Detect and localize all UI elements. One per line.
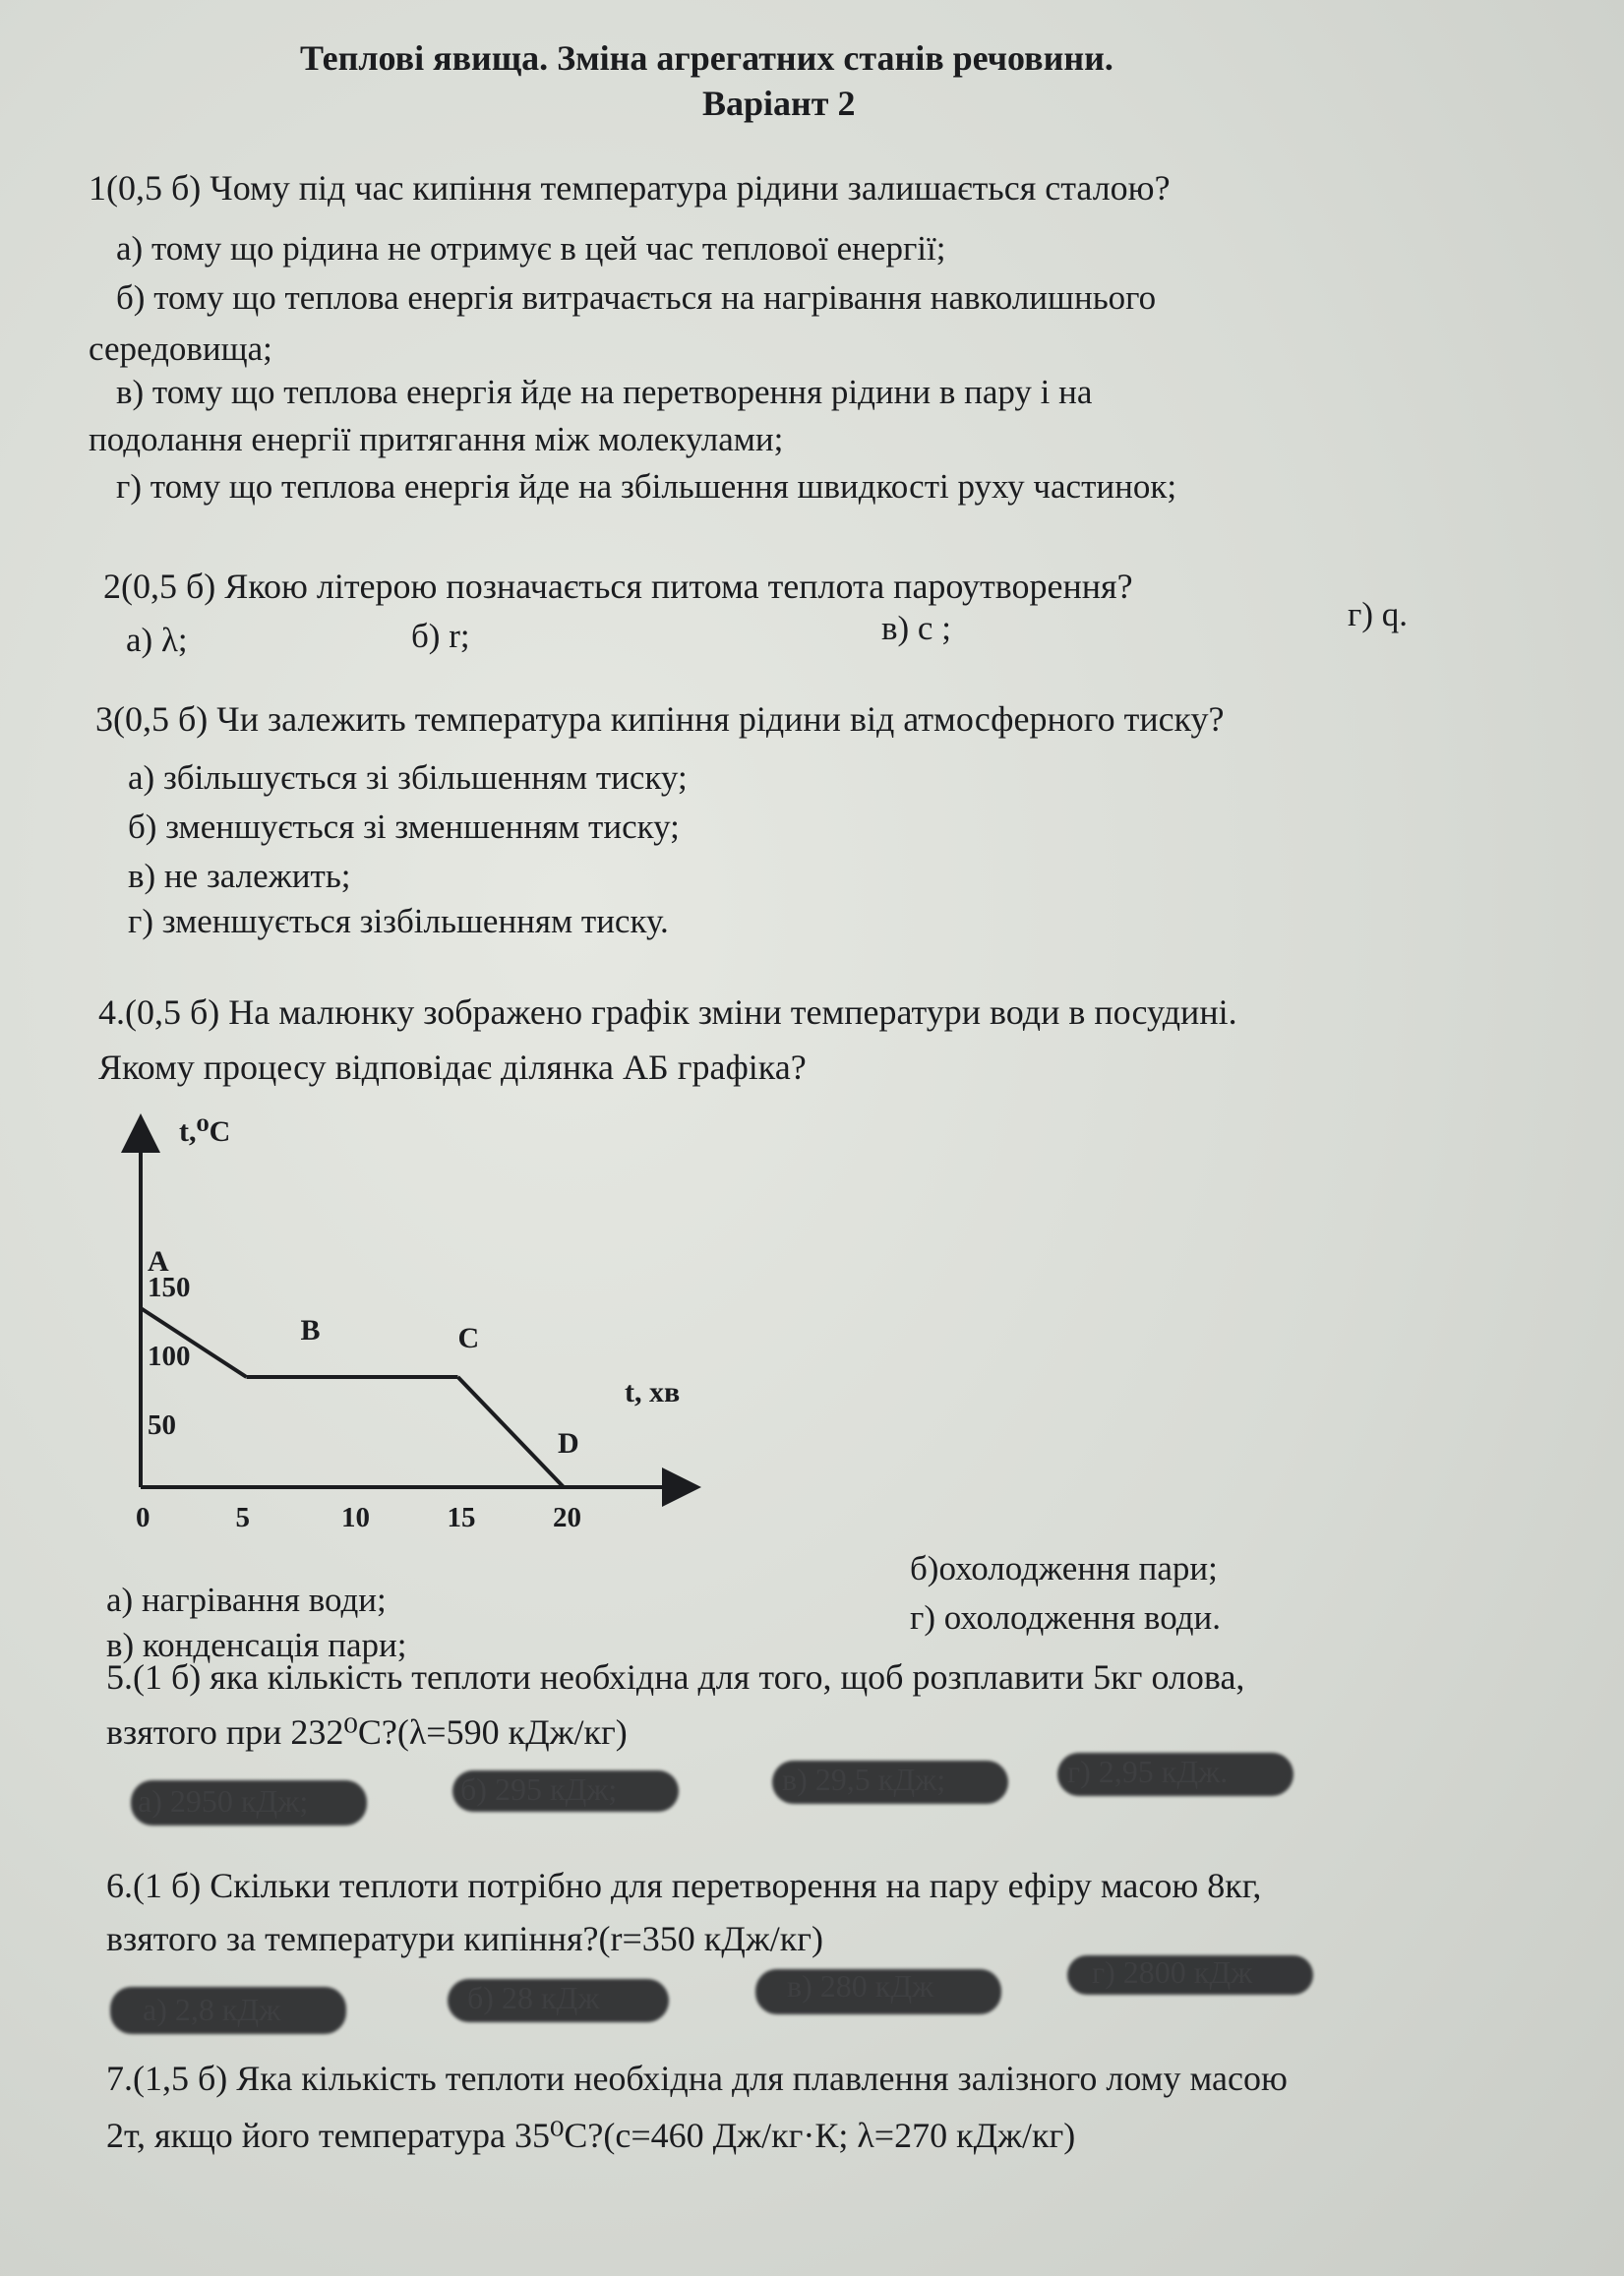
x-tick-label: 10 xyxy=(341,1502,370,1533)
question-6-continued: взятого за температури кипіння?(r=350 кДж/кг) xyxy=(106,1919,823,1958)
q1-option-d: г) тому що теплова енергія йде на збільшення швидкості руху частинок; xyxy=(116,467,1177,506)
q1-option-a: а) тому що рідина не отримує в цей час теплової енергії; xyxy=(116,229,946,268)
q4-option-c: в) конденсація пари; xyxy=(106,1626,407,1664)
q4-option-a: а) нагрівання води; xyxy=(106,1581,387,1619)
q1-option-b-continued: середовища; xyxy=(89,329,272,368)
question-6: 6.(1 б) Скільки теплоти потрібно для перетворення на пару ефіру масою 8кг, xyxy=(106,1866,1262,1905)
worksheet-title: Теплові явища. Зміна агрегатних станів речовини. xyxy=(300,38,1113,78)
x-tick-label: 0 xyxy=(136,1502,150,1533)
y-tick-label: 50 xyxy=(148,1409,176,1441)
q1-option-c-continued: подолання енергії притягання між молекулами; xyxy=(89,420,784,458)
x-tick-label: 15 xyxy=(447,1502,476,1533)
q2-option-b: б) r; xyxy=(411,617,470,655)
q3-option-d: г) зменшується зізбільшенням тиску. xyxy=(128,902,669,940)
question-2: 2(0,5 б) Якою літерою позначається питома теплота пароутворення? xyxy=(103,567,1133,606)
q4-option-d: г) охолодження води. xyxy=(910,1598,1221,1637)
q6-option-d: г) 2800 кДж xyxy=(1092,1954,1253,1990)
q3-option-c: в) не залежить; xyxy=(128,857,351,895)
q5-option-b: б) 295 кДж; xyxy=(460,1771,618,1807)
question-7: 7.(1,5 б) Яка кількість теплоти необхідна для плавлення залізного лому масою xyxy=(106,2059,1288,2098)
q5-option-c: в) 29,5 кДж; xyxy=(782,1762,946,1797)
q5-option-d: г) 2,95 кДж. xyxy=(1067,1754,1229,1789)
question-5-continued: взятого при 232⁰С?(λ=590 кДж/кг) xyxy=(106,1712,628,1752)
x-tick-label: 5 xyxy=(235,1502,250,1533)
q6-option-a: а) 2,8 кДж xyxy=(143,1992,281,2027)
y-tick-label: 150 xyxy=(148,1272,191,1303)
question-7-continued: 2т, якщо його температура 35⁰С?(с=460 Дж/кг·К; λ=270 кДж/кг) xyxy=(106,2116,1076,2155)
q3-option-b: б) зменшується зі зменшенням тиску; xyxy=(128,808,680,846)
point-label-b: B xyxy=(300,1314,321,1347)
x-tick-label: 20 xyxy=(553,1502,581,1533)
q6-option-c: в) 280 кДж xyxy=(787,1968,934,2004)
q2-option-d: г) q. xyxy=(1348,595,1409,633)
question-4-continued: Якому процесу відповідає ділянка АБ графіка? xyxy=(98,1048,807,1087)
q6-option-b: б) 28 кДж xyxy=(467,1980,600,2015)
q5-option-a: а) 2950 кДж; xyxy=(138,1783,309,1819)
q3-option-a: а) збільшується зі збільшенням тиску; xyxy=(128,758,688,797)
question-3: 3(0,5 б) Чи залежить температура кипіння рідини від атмосферного тиску? xyxy=(95,699,1225,739)
y-axis-label: t,⁰C xyxy=(179,1115,231,1148)
point-label-d: D xyxy=(558,1427,579,1460)
q1-option-c: в) тому що теплова енергія йде на перетворення рідини в пару і на xyxy=(116,373,1093,411)
x-axis-label: t, хв xyxy=(625,1376,681,1408)
point-label-a: A xyxy=(148,1245,169,1278)
q2-option-a: а) λ; xyxy=(126,621,188,659)
graph-segment-cd xyxy=(458,1377,565,1487)
q4-option-b: б)охолодження пари; xyxy=(910,1549,1218,1587)
point-label-c: C xyxy=(457,1322,480,1354)
y-tick-label: 100 xyxy=(148,1341,191,1372)
question-1: 1(0,5 б) Чому під час кипіння температура рідини залишається сталою? xyxy=(89,168,1171,208)
question-4: 4.(0,5 б) На малюнку зображено графік зміни температури води в посудині. xyxy=(98,992,1237,1032)
q2-option-c: в) с ; xyxy=(881,609,951,647)
variant-label: Варіант 2 xyxy=(702,84,856,123)
temperature-graph xyxy=(98,1102,728,1554)
question-5: 5.(1 б) яка кількість теплоти необхідна для того, щоб розплавити 5кг олова, xyxy=(106,1657,1245,1697)
q1-option-b: б) тому що теплова енергія витрачається на нагрівання навколишнього xyxy=(116,278,1157,317)
